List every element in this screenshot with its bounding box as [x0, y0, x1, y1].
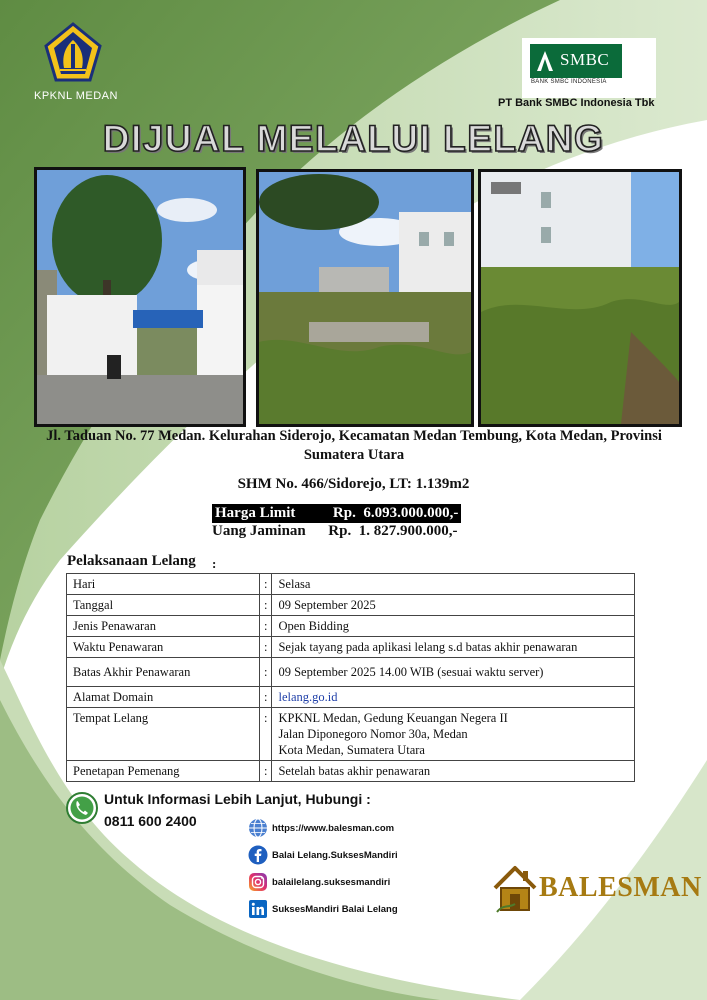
row-label: Batas Akhir Penawaran: [67, 658, 260, 687]
table-row: [67, 687, 635, 708]
property-photo-gate: [34, 167, 246, 427]
row-label: Waktu Penawaran: [67, 637, 260, 658]
certificate-info: SHM No. 466/Sidorejo, LT: 1.139m2: [237, 476, 470, 492]
facebook-icon: [248, 845, 268, 865]
row-value: Sejak tayang pada aplikasi lelang s.d batas akhir penawaran: [272, 637, 635, 658]
website-link[interactable]: https://www.balesman.com: [272, 823, 395, 834]
venue-line: Jalan Diponegoro Nomor 30a, Medan: [278, 727, 468, 741]
smbc-logo-sub: BANK SMBC INDONESIA: [531, 79, 607, 85]
smbc-logo-text: SMBC: [560, 50, 610, 69]
row-label: Alamat Domain: [67, 687, 260, 708]
table-row: [67, 595, 635, 616]
row-separator: :: [260, 761, 272, 782]
bank-name: PT Bank SMBC Indonesia Tbk: [498, 97, 655, 109]
row-value: [272, 708, 635, 761]
contact-phone[interactable]: 0811 600 2400: [104, 813, 197, 829]
row-separator: :: [260, 658, 272, 687]
row-separator: :: [260, 708, 272, 761]
auction-details-table: [66, 573, 635, 782]
phone-icon: [66, 792, 98, 824]
row-label: Tanggal: [67, 595, 260, 616]
property-photo-land: [256, 169, 474, 427]
domain-link[interactable]: lelang.go.id: [272, 687, 635, 708]
table-row: [67, 574, 635, 595]
smbc-mark: [530, 44, 622, 78]
section-title-colon: :: [212, 556, 217, 571]
kemenkeu-logo: [42, 22, 104, 84]
row-value: Selasa: [272, 574, 635, 595]
row-value: Open Bidding: [272, 616, 635, 637]
row-label: Penetapan Pemenang: [67, 761, 260, 782]
row-separator: :: [260, 637, 272, 658]
linkedin-link[interactable]: SuksesMandiri Balai Lelang: [272, 904, 398, 915]
smbc-logo: [522, 38, 656, 98]
venue-line: Kota Medan, Sumatera Utara: [278, 743, 425, 757]
uang-jaminan: Uang Jaminan Rp. 1. 827.900.000,-: [212, 523, 458, 539]
property-photo-yard: [478, 169, 682, 427]
harga-limit: Harga Limit Rp. 6.093.000.000,-: [212, 504, 461, 523]
globe-icon: [248, 818, 268, 838]
table-row: [67, 658, 635, 687]
instagram-icon: [248, 872, 268, 892]
row-separator: :: [260, 574, 272, 595]
kpknl-label: KPKNL MEDAN: [34, 90, 118, 102]
table-row: [67, 708, 635, 761]
instagram-link[interactable]: balailelang.suksesmandiri: [272, 877, 391, 888]
row-label: Jenis Penawaran: [67, 616, 260, 637]
row-separator: :: [260, 595, 272, 616]
row-label: Tempat Lelang: [67, 708, 260, 761]
table-row: [67, 637, 635, 658]
contact-title: Untuk Informasi Lebih Lanjut, Hubungi :: [104, 791, 371, 807]
row-label: Hari: [67, 574, 260, 595]
table-row: [67, 616, 635, 637]
row-separator: :: [260, 687, 272, 708]
balesman-house-icon: [493, 864, 537, 914]
balesman-wordmark: BALESMAN: [539, 872, 702, 903]
smbc-leaf-icon: [535, 49, 555, 73]
linkedin-icon: [248, 899, 268, 919]
facebook-link[interactable]: Balai Lelang.SuksesMandiri: [272, 850, 398, 861]
property-address: Jl. Taduan No. 77 Medan. Kelurahan Siderojo, Kecamatan Medan Tembung, Kota Medan, Provinsi Sumatera Utara: [46, 428, 662, 463]
venue-line: KPKNL Medan, Gedung Keuangan Negera II: [278, 711, 508, 725]
row-value: Setelah batas akhir penawaran: [272, 761, 635, 782]
page-title: DIJUAL MELALUI LELANG: [102, 118, 605, 159]
row-separator: :: [260, 616, 272, 637]
table-row: [67, 761, 635, 782]
row-value: 09 September 2025: [272, 595, 635, 616]
section-title-pelaksanaan: Pelaksanaan Lelang: [67, 553, 196, 569]
row-value: 09 September 2025 14.00 WIB (sesuai waktu server): [272, 658, 635, 687]
